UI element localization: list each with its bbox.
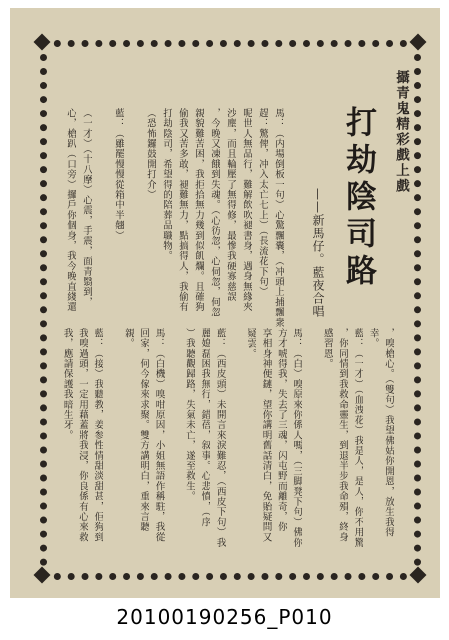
- text-column: 麗媳磊困我無行，錯蓓，叙事。心悲憤，（序: [199, 328, 211, 528]
- text-column: ，今晚又凍餓到失魂。（心彷忽，心伺忽，何忽: [209, 108, 220, 318]
- text-column: 疑雲。: [245, 328, 257, 359]
- text-column: 感習恩。: [321, 328, 333, 369]
- text-column: 呢世人無品行，難解飲吹褪書身，遇身無緣夾: [241, 108, 252, 312]
- text-column: 藍：（西皮頭）未開言來淚難忍，（西皮下句）我: [214, 328, 226, 548]
- text-column: 馬：（白機）嗅咁原因，小姐無語作稱駐，我從: [153, 328, 165, 543]
- text-column: 趕：驚俾，冲入太亡七上）（長流花下句）: [257, 108, 268, 297]
- text-column: 馬：（白）嗅原來你係人嗎，（三脚凳下句）佛你: [291, 328, 303, 548]
- text-column: （恐怖鑼鼓開打介）: [145, 108, 156, 200]
- text-column: 心，槍趴（口旁）攞戶你個身，我今晚直綫還: [65, 108, 76, 312]
- text-column: 打劫陰司，希望得的陪葬品職物。: [161, 108, 172, 261]
- text-column: 親。: [122, 328, 134, 349]
- program-page: [10, 8, 440, 598]
- text-column: 我，應請保護我暗生牙。: [61, 328, 73, 441]
- text-column: 方才唬得我，失去了三魂，闪屯野而離奇，你: [275, 328, 287, 532]
- text-column: 偷我又苦多敢，褪難無力，點搞得人，我偷有: [177, 108, 188, 312]
- page-title: 打劫陰司路: [340, 106, 376, 291]
- text-column: 親貌難苦困，我拒拾無力幾到似飢爛。且確狗: [193, 108, 204, 312]
- text-column: 馬：（内場倒板一句）心驚飄囊，（冲頭上捕飄衆: [273, 108, 284, 328]
- text-column: 享相身神便鏈，望你講明舊話清白，免貽疑問又: [260, 328, 272, 543]
- text-column: 幸。: [367, 328, 379, 349]
- header-line: 攝青鬼精彩戲上戲: [393, 70, 409, 194]
- text-column: 藍：（雖罷慢慢從箱中半翹）: [113, 108, 124, 241]
- footer-caption: 20100190256_P010: [116, 605, 333, 629]
- text-column: 沙塵，而且輪壓了無得修，最慘我硬寡慈誤: [225, 108, 236, 302]
- text-column: 藍：（一才）（血洩花）我是人，是人，你不用驚: [352, 328, 364, 548]
- author-credit: ——新馬仔。藍夜合唱: [311, 188, 325, 318]
- text-column: ，嗅槍心。（雙句）我望佛姑你開恩，放生我得: [383, 328, 394, 538]
- text-column: （一才）（十八摩）心震，手震，面青翳到，: [81, 108, 92, 308]
- text-column: 藍：（接）我聽教，姜参性情甜淡甜甚，佢狗到: [92, 328, 104, 543]
- text-column: 我嗅過頭，一定用藉蓋將我浸，你良係有心來救: [77, 328, 88, 543]
- text-column: ）我聽觀歸路，失氣未亡，遂至救生。: [184, 328, 196, 502]
- text-column: ，你同情到我救命靈生，到退半步我命殞，終身: [337, 328, 349, 543]
- text-column: 回家，何今傢來求聚。雙方講明白，重來言聽: [138, 328, 150, 532]
